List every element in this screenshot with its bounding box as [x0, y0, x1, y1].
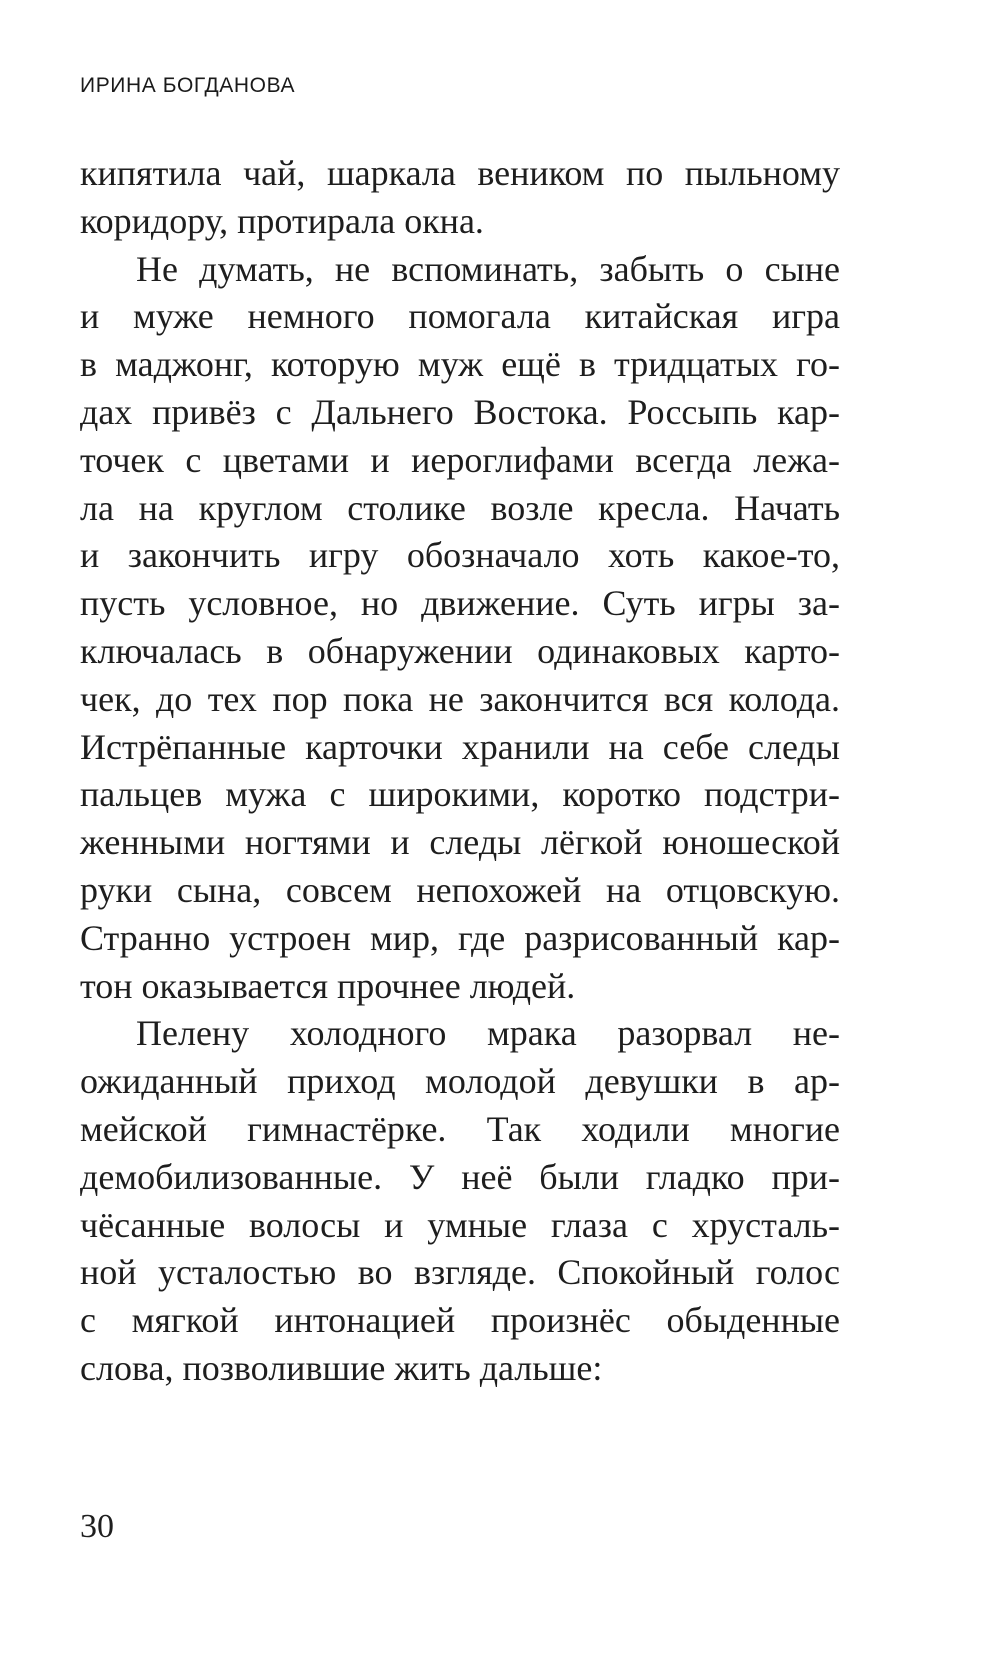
- text-line: чёсанные волосы и умные глаза с хрусталь-: [80, 1204, 840, 1245]
- text-line: с мягкой интонацией произнёс обыденные: [80, 1300, 840, 1341]
- text-line: и закончить игру обозначало хоть какое-то,: [80, 535, 840, 576]
- text-line: в маджонг, которую муж ещё в тридцатых го-: [80, 344, 840, 385]
- text-line: тон оказывается прочнее людей.: [80, 965, 576, 1006]
- text-line: руки сына, совсем непохожей на отцовскую.: [80, 869, 840, 910]
- text-line: Не думать, не вспоминать, забыть о сыне: [136, 248, 840, 289]
- text-line: Странно устроен мир, где разрисованный кар-: [80, 917, 840, 958]
- paragraph-3: [80, 1010, 840, 1392]
- text-line: точек с цветами и иероглифами всегда лежа-: [80, 439, 840, 480]
- paragraph-2: [80, 246, 840, 1011]
- text-line: коридору, протирала окна.: [80, 200, 484, 241]
- text-line: слова, позволившие жить дальше:: [80, 1347, 603, 1388]
- text-line: демобилизованные. У неё были гладко при-: [80, 1156, 840, 1197]
- text-line: мейской гимнастёрке. Так ходили многие: [80, 1108, 840, 1149]
- text-line: пусть условное, но движение. Суть игры за-: [80, 583, 840, 624]
- body-text: [80, 150, 840, 1393]
- text-line: и муже немного помогала китайская игра: [80, 296, 840, 337]
- text-line: ключалась в обнаружении одинаковых карто-: [80, 630, 840, 671]
- text-line: женными ногтями и следы лёгкой юношеской: [80, 822, 840, 863]
- text-line: чек, до тех пор пока не закончится вся колода.: [80, 678, 840, 719]
- text-line: ной усталостью во взгляде. Спокойный голос: [80, 1252, 840, 1293]
- text-line: кипятила чай, шаркала веником по пыльному: [80, 153, 840, 193]
- text-line: ожиданный приход молодой девушки в ар-: [80, 1061, 840, 1102]
- text-line: Пелену холодного мрака разорвал не-: [136, 1013, 840, 1054]
- paragraph-1: [80, 150, 840, 246]
- page-number: 30: [80, 1508, 114, 1545]
- text-line: дах привёз с Дальнего Востока. Россыпь кар-: [80, 391, 840, 432]
- text-line: пальцев мужа с широкими, коротко подстри-: [80, 774, 840, 815]
- running-head-author: ИРИНА БОГДАНОВА: [80, 74, 296, 97]
- text-line: ла на круглом столике возле кресла. Начать: [80, 487, 840, 528]
- text-line: Истрёпанные карточки хранили на себе следы: [80, 726, 840, 767]
